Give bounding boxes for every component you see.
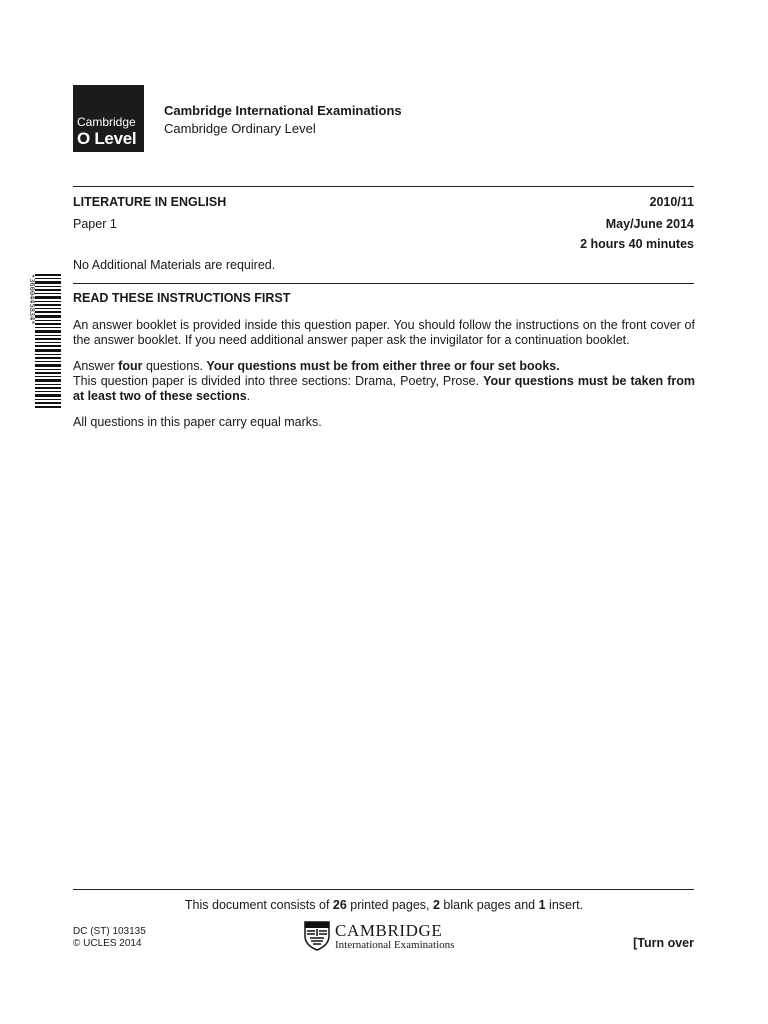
p2-text-b: four [118, 359, 143, 373]
logo-line2: O Level [77, 129, 137, 148]
header-rule [73, 186, 694, 187]
exam-duration: 2 hours 40 minutes [580, 237, 694, 251]
p3-text-a: This question paper is divided into three sections: Drama, Poetry, Prose. [73, 374, 484, 388]
logo-line1: Cambridge [77, 115, 136, 129]
page-count-note [73, 898, 695, 912]
cambridge-olevel-logo [73, 85, 144, 152]
copyright: © UCLES 2014 [73, 938, 142, 949]
exam-session: May/June 2014 [605, 217, 694, 231]
qualification-name: Cambridge Ordinary Level [164, 121, 316, 136]
p3-text-c: . [246, 389, 251, 403]
document-reference: DC (ST) 103135 [73, 926, 146, 937]
p2-text-d: Your questions must be from either three or four set books. [206, 359, 560, 373]
instructions-rule [73, 283, 694, 284]
barcode-icon [27, 272, 63, 410]
instructions-paragraph-1: An answer booklet is provided inside this question paper. You should follow the instructions on the front cover of the answer booklet. If you need additional answer paper ask the invigilator for a continuation booklet. [73, 318, 695, 347]
p2-text-c: questions. [142, 359, 207, 373]
turn-over: [Turn over [633, 936, 694, 950]
doc-text-c: blank pages and [439, 898, 539, 912]
instructions-paragraph-2 [73, 359, 695, 404]
cambridge-shield-icon [304, 921, 330, 951]
doc-text-d: insert. [545, 898, 584, 912]
instructions-heading: READ THESE INSTRUCTIONS FIRST [73, 291, 291, 305]
cambridge-brand-subtitle: International Examinations [335, 939, 455, 951]
paper-code: 2010/11 [649, 195, 694, 209]
insert-count: 1 [538, 898, 546, 912]
barcode-number: *3600445834* [28, 274, 36, 325]
cambridge-brand-name: CAMBRIDGE [335, 921, 443, 940]
instructions-paragraph-4: All questions in this paper carry equal marks. [73, 415, 322, 429]
doc-text-a: This document consists of [184, 898, 333, 912]
p3-text-b: Your questions must be taken from at least two of these sections [73, 374, 696, 403]
doc-text-b: printed pages, [346, 898, 433, 912]
materials-note: No Additional Materials are required. [73, 258, 276, 272]
paper-label: Paper 1 [73, 217, 117, 231]
organisation-name: Cambridge International Examinations [164, 103, 402, 118]
cambridge-brand-logo [304, 921, 464, 953]
blank-pages: 2 [432, 898, 440, 912]
printed-pages: 26 [332, 898, 347, 912]
footer-rule [73, 889, 694, 890]
subject-title: LITERATURE IN ENGLISH [73, 195, 227, 209]
p2-text-a: Answer [73, 359, 119, 373]
